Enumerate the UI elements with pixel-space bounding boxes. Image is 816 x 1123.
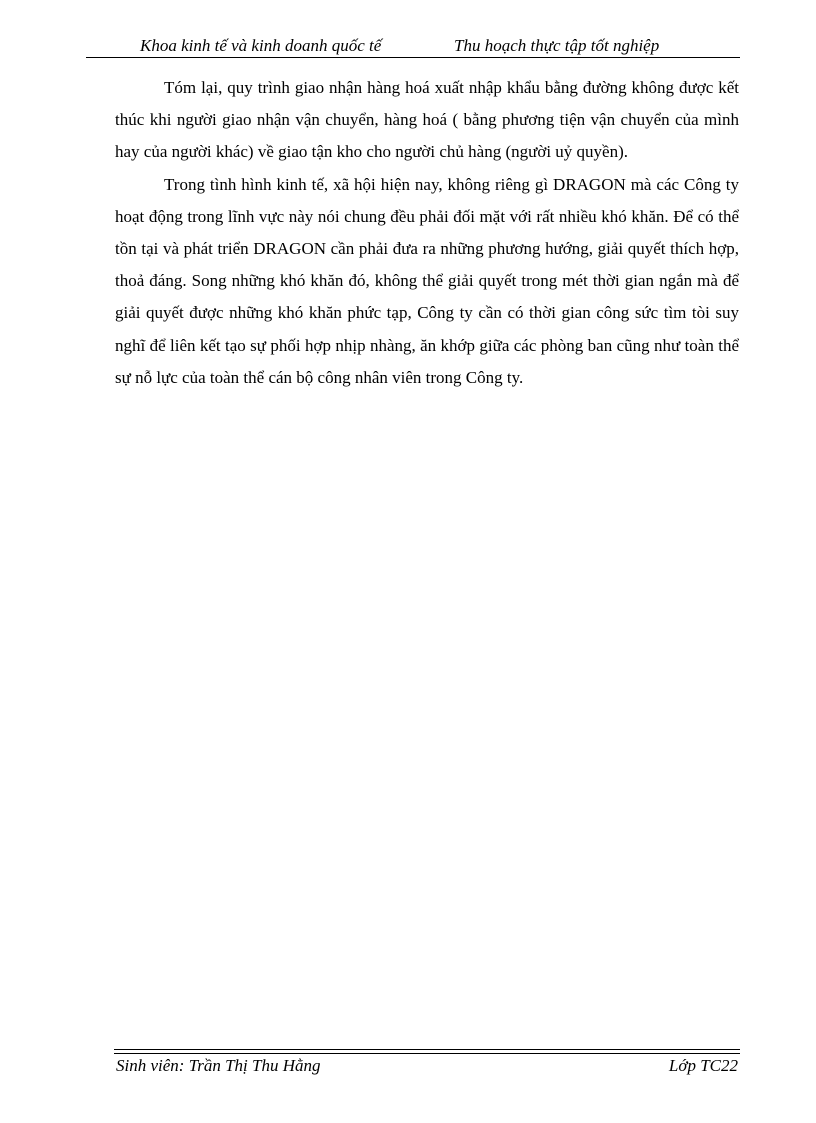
footer-class: Lớp TC22: [668, 1056, 738, 1075]
page-header: [88, 36, 740, 56]
paragraph-summary: Tóm lại, quy trình giao nhận hàng hoá xuất nhập khẩu bằng đường không được kết thúc khi người giao nhận vận chuyển, hàng hoá ( bằng phương tiện vận chuyển của mình hay của người khác) về giao tận kho cho người chủ hàng (người uỷ quyền).: [115, 78, 739, 162]
header-faculty: Khoa kinh tế và kinh doanh quốc tế: [140, 36, 382, 55]
header-divider: [86, 57, 740, 58]
paragraph-company-situation: Trong tình hình kinh tế, xã hội hiện nay, không riêng gì DRAGON mà các Công ty hoạt động trong lĩnh vực này nói chung đều phải đối mặt với rất nhiều khó khăn. Để có thể tồn tại và phát triển DRAGON cần phải đưa ra những phương hướng, giải quyết thích hợp, thoả đáng. Song những khó khăn đó, không thể giải quyết trong mét thời gian ngắn mà để giải quyết được những khó khăn phức tạp, Công ty cần có thời gian công sức tìm tòi suy nghĩ để liên kết tạo sự phối hợp nhịp nhàng, ăn khớp giữa các phòng ban cũng như toàn thể sự nỗ lực của toàn thể cán bộ công nhân viên trong Công ty.: [115, 174, 739, 387]
footer-divider: [114, 1049, 740, 1054]
header-report-title: Thu hoạch thực tập tốt nghiệp: [454, 36, 660, 55]
page-footer: [116, 1056, 738, 1078]
footer-student-name: Sinh viên: Trần Thị Thu Hằng: [116, 1056, 321, 1075]
document-body: [115, 72, 739, 394]
